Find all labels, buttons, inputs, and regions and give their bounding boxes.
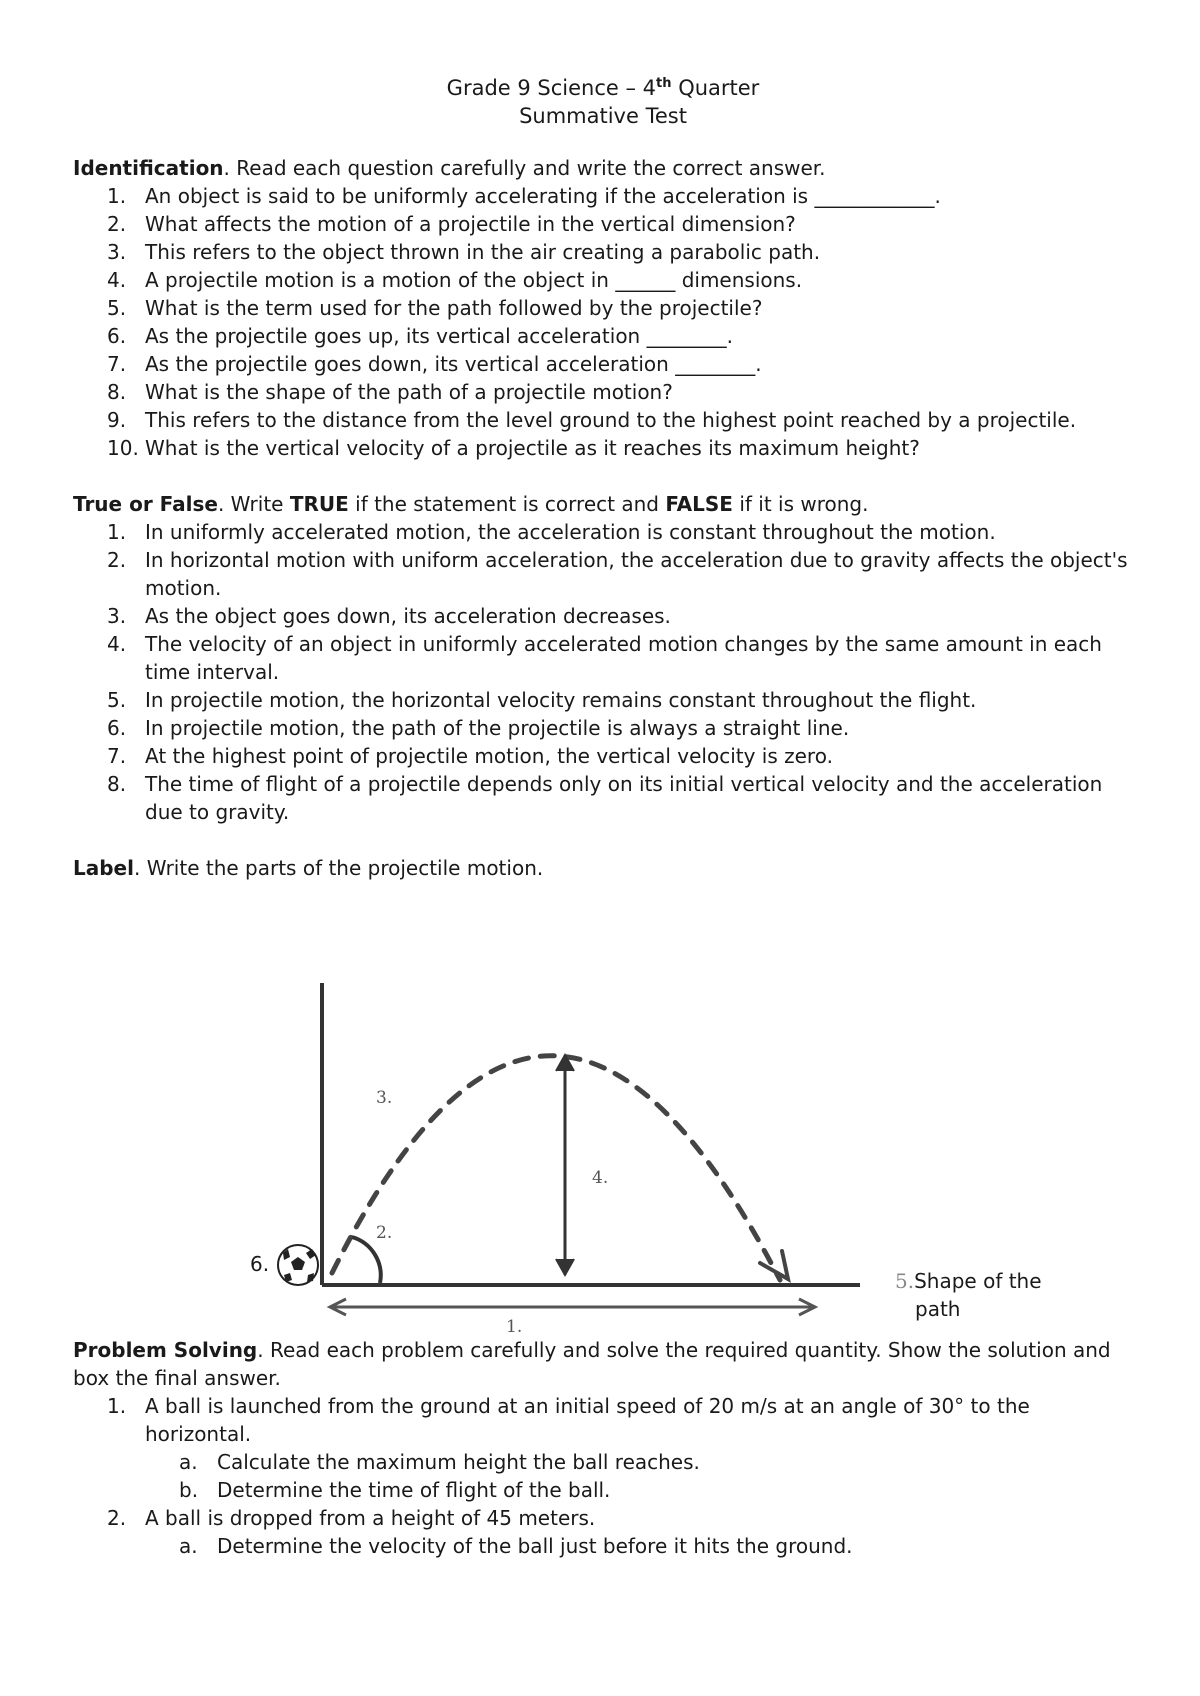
list-item: 1. An object is said to be uniformly accelerating if the acceleration is ____________. xyxy=(107,184,941,208)
list-item: 1. In uniformly accelerated motion, the acceleration is constant throughout the motion. xyxy=(107,520,996,544)
answer-blank[interactable]: ____________ xyxy=(814,184,935,208)
answer-blank[interactable]: ________ xyxy=(675,352,756,376)
true-false-heading: True or False. Write TRUE if the statement is correct and FALSE if it is wrong. xyxy=(73,492,869,516)
label-2: 2. xyxy=(376,1223,393,1243)
label-3: 3. xyxy=(376,1088,393,1108)
label-6: 6. xyxy=(250,1252,270,1276)
identification-heading: Identification. Read each question carefully and write the correct answer. xyxy=(73,156,826,180)
answer-blank[interactable]: ________ xyxy=(646,324,727,348)
title-line-2: Summative Test xyxy=(519,104,687,128)
list-item: 3. This refers to the object thrown in the air creating a parabolic path. xyxy=(107,240,821,264)
list-item: 9. This refers to the distance from the level ground to the highest point reached by a projectile. xyxy=(107,408,1077,432)
list-item: 4. A projectile motion is a motion of the object in ______ dimensions. xyxy=(107,268,803,292)
label-4: 4. xyxy=(592,1168,609,1188)
list-item: 7. At the highest point of projectile motion, the vertical velocity is zero. xyxy=(107,744,833,768)
label-1: 1. xyxy=(506,1317,523,1337)
answer-blank[interactable]: ______ xyxy=(615,268,676,292)
title-line-1: Grade 9 Science – 4th Quarter xyxy=(446,76,760,100)
trajectory-path xyxy=(332,1056,780,1280)
list-item: 8. What is the shape of the path of a projectile motion? xyxy=(107,380,673,404)
list-item: 10. What is the vertical velocity of a projectile as it reaches its maximum height? xyxy=(107,436,920,460)
list-item: 6. In projectile motion, the path of the projectile is always a straight line. xyxy=(107,716,850,740)
list-item: 5. What is the term used for the path followed by the projectile? xyxy=(107,296,763,320)
launch-angle-arc xyxy=(352,1237,381,1283)
identification-list xyxy=(73,182,1133,462)
problem-solving-heading: Problem Solving. Read each problem carefully and solve the required quantity. Show the solution and box the final answer. xyxy=(73,1338,1111,1390)
list-item: 2. In horizontal motion with uniform acceleration, the acceleration due to gravity affects the object's motion. xyxy=(107,548,1128,600)
list-item: 2. What affects the motion of a projectile in the vertical dimension? xyxy=(107,212,796,236)
sub-question: a. Determine the velocity of the ball just before it hits the ground. xyxy=(179,1534,853,1558)
list-item: 4. The velocity of an object in uniformly accelerated motion changes by the same amount in each time interval. xyxy=(107,632,1102,684)
list-item: 5. In projectile motion, the horizontal velocity remains constant throughout the flight. xyxy=(107,688,977,712)
label-5: 5.Shape of the path xyxy=(895,1269,1042,1321)
list-item: 6. As the projectile goes up, its vertical acceleration ________. xyxy=(107,324,733,348)
list-item: 7. As the projectile goes down, its vertical acceleration ________. xyxy=(107,352,762,376)
true-false-list xyxy=(73,518,1133,826)
list-item: 8. The time of flight of a projectile depends only on its initial vertical velocity and the acceleration due to gravity. xyxy=(107,772,1103,824)
list-item: 2. A ball is dropped from a height of 45 meters. a. Determine the velocity of the ball just before it hits the ground. xyxy=(73,1504,1133,1560)
max-height-arrow-bottom xyxy=(556,1259,574,1275)
label-heading: Label. Write the parts of the projectile motion. xyxy=(73,856,544,880)
sub-question: b. Determine the time of flight of the ball. xyxy=(179,1478,611,1502)
sub-question-list xyxy=(145,1532,1133,1560)
soccer-ball-icon xyxy=(278,1245,318,1285)
projectile-diagram xyxy=(240,935,1140,1355)
problem-solving-list xyxy=(73,1392,1133,1560)
worksheet-title xyxy=(73,70,1133,130)
sub-question: a. Calculate the maximum height the ball reaches. xyxy=(179,1450,700,1474)
list-item: 3. As the object goes down, its acceleration decreases. xyxy=(107,604,671,628)
sub-question-list xyxy=(145,1448,1133,1504)
list-item: 1. A ball is launched from the ground at an initial speed of 20 m/s at an angle of 30° to the horizontal. a. Calculate the maximum height the ball reaches. b. Determine the time of flight of the ball. xyxy=(73,1392,1133,1504)
